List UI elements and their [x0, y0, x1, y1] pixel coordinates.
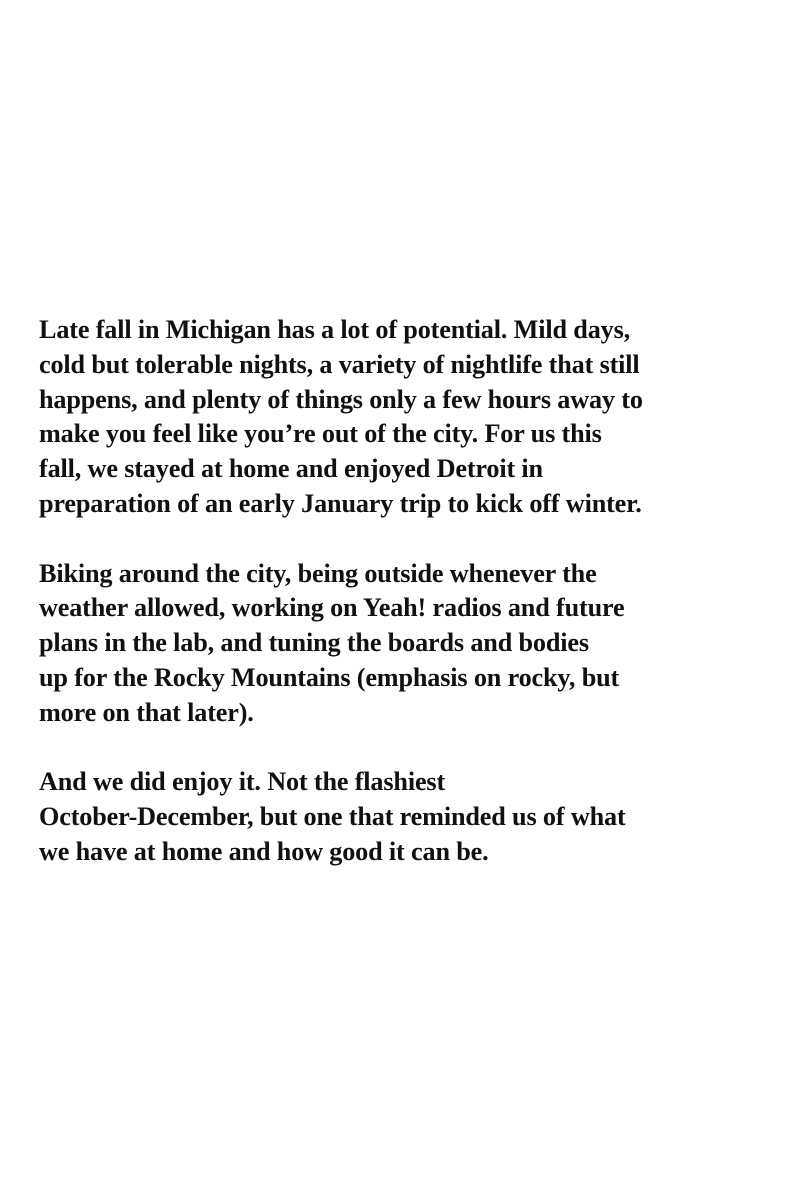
text-line: plans in the lab, and tuning the boards and bodies	[39, 628, 589, 658]
body-text	[39, 313, 769, 870]
text-line: make you feel like you’re out of the city. For us this	[39, 419, 602, 449]
text-line: more on that later).	[39, 697, 254, 727]
text-line: Biking around the city, being outside whenever the	[39, 558, 597, 588]
text-line: cold but tolerable nights, a variety of nightlife that still	[39, 349, 640, 379]
text-line: preparation of an early January trip to kick off winter.	[39, 488, 642, 518]
text-line: we have at home and how good it can be.	[39, 836, 489, 866]
text-line: October-December, but one that reminded us of what	[39, 802, 626, 832]
paragraph-3	[39, 765, 769, 869]
text-line: weather allowed, working on Yeah! radios and future	[39, 593, 625, 623]
text-line: up for the Rocky Mountains (emphasis on rocky, but	[39, 662, 620, 692]
text-line: happens, and plenty of things only a few hours away to	[39, 384, 643, 414]
paragraph-1	[39, 313, 769, 522]
text-line: Late fall in Michigan has a lot of potential. Mild days,	[39, 315, 631, 344]
text-line: And we did enjoy it. Not the flashiest	[39, 767, 446, 797]
text-line: fall, we stayed at home and enjoyed Detroit in	[39, 454, 543, 484]
paragraph-2	[39, 557, 769, 731]
